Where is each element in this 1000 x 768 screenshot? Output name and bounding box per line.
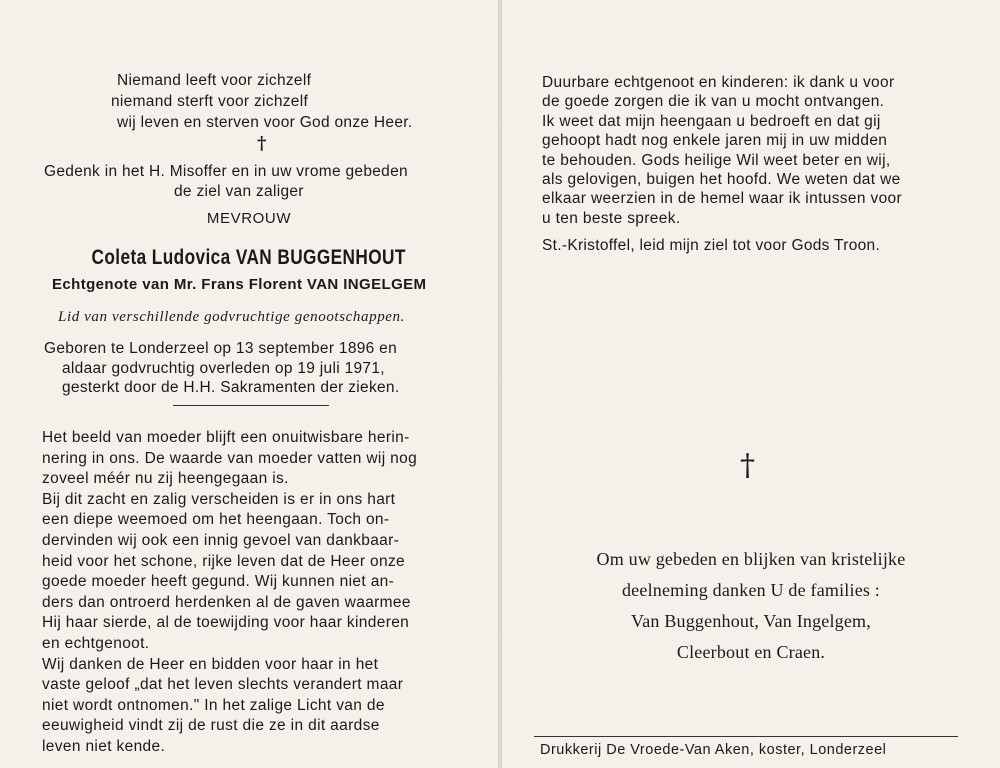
eulogy-line: zoveel méér nu zij heengegaan is. [42,470,289,488]
spouse-line: Echtgenote van Mr. Frans Florent VAN INGELGEM [52,276,427,293]
eulogy-line: goede moeder heeft gegund. Wij kunnen niet an- [42,573,395,591]
eulogy-line: en echtgenoot. [42,634,150,652]
farewell-text [542,73,902,228]
farewell-line: gehoopt hadt nog enkele jaren mij in uw midden [542,132,888,150]
printer-credit: Drukkerij De Vroede-Van Aken, koster, Londerzeel [540,742,887,758]
title-honorific: MEVROUW [206,210,292,227]
eulogy-line: dervinden wij ook een innig gevoel van dankbaar- [42,531,400,549]
thanks-line: Van Buggenhout, Van Ingelgem, [631,611,871,631]
thanks-line: deelneming danken U de families : [621,580,881,600]
poem-line-1: Niemand leeft voor zichzelf [117,72,312,89]
eulogy-text [42,428,417,758]
eulogy-line: niet wordt ontnomen." In het zalige Licht van de [42,696,385,714]
eulogy-line: heid voor het schone, rijke leven dat de Heer onze [42,552,406,570]
farewell-line: te behouden. Gods heilige Wil weet beter en wij, [542,151,891,169]
farewell-line: de goede zorgen die ik van u mocht ontvangen. [542,93,885,111]
farewell-line: Ik weet dat mijn heengaan u bedroeft en dat gij [542,112,881,130]
thanks-line: Cleerbout en Craen. [676,642,826,662]
right-page [502,0,1000,768]
eulogy-line: Wij danken de Heer en bidden voor haar in het [42,655,379,673]
prayer-line: St.-Kristoffel, leid mijn ziel tot voor Gods Troon. [542,237,881,254]
printer-rule [534,736,958,737]
deceased-name-row [0,246,498,270]
eulogy-line: Het beeld van moeder blijft een onuitwisbare herin- [42,429,410,446]
eulogy-line: Hij haar sierde, al de toewijding voor haar kinderen [42,614,410,632]
farewell-line: elkaar weerzien in de hemel waar ik intussen voor [542,190,903,208]
thanks-text [502,544,1000,668]
born-line-1: Geboren te Londerzeel op 13 september 1896 en [44,340,398,357]
left-page [0,0,498,768]
farewell-line: als gelovigen, buigen het hoofd. We weten dat we [542,171,901,189]
poem-line-3: wij leven en sterven voor God onze Heer. [117,114,413,131]
eulogy-line: een diepe weemoed om het heengaan. Toch on- [42,511,390,529]
deceased-name: Coleta Ludovica VAN BUGGENHOUT [91,246,407,269]
farewell-line: Duurbare echtgenoot en kinderen: ik dank u voor [542,74,895,91]
eulogy-line: Bij dit zacht en zalig verscheiden is er in ons hart [42,490,396,508]
eulogy-line: eeuwigheid vindt zij de rust die ze in dit aardse [42,717,380,735]
member-line: Lid van verschillende godvruchtige genootschappen. [58,309,406,325]
eulogy-line: leven niet kende. [42,737,166,755]
eulogy-line: ders dan ontroerd herdenken al de gaven waarmee [42,593,411,611]
remember-line-1: Gedenk in het H. Misoffer en in uw vrome gebeden [44,163,408,180]
poem-line-2: niemand sterft voor zichzelf [111,93,309,110]
cross-icon: † [740,448,755,483]
remember-line-2: de ziel van zaliger [174,183,304,200]
thanks-line: Om uw gebeden en blijken van kristelijke [596,549,906,569]
eulogy-line: nering in ons. De waarde van moeder vatten wij nog [42,449,418,467]
farewell-line: u ten beste spreek. [542,209,681,227]
cross-icon: † [257,133,267,154]
born-line-3: gesterkt door de H.H. Sakramenten der zieken. [62,379,400,396]
born-line-2: aldaar godvruchtig overleden op 19 juli 1971, [62,360,385,377]
divider [173,405,329,406]
eulogy-line: vaste geloof „dat het leven slechts verandert maar [42,676,404,694]
